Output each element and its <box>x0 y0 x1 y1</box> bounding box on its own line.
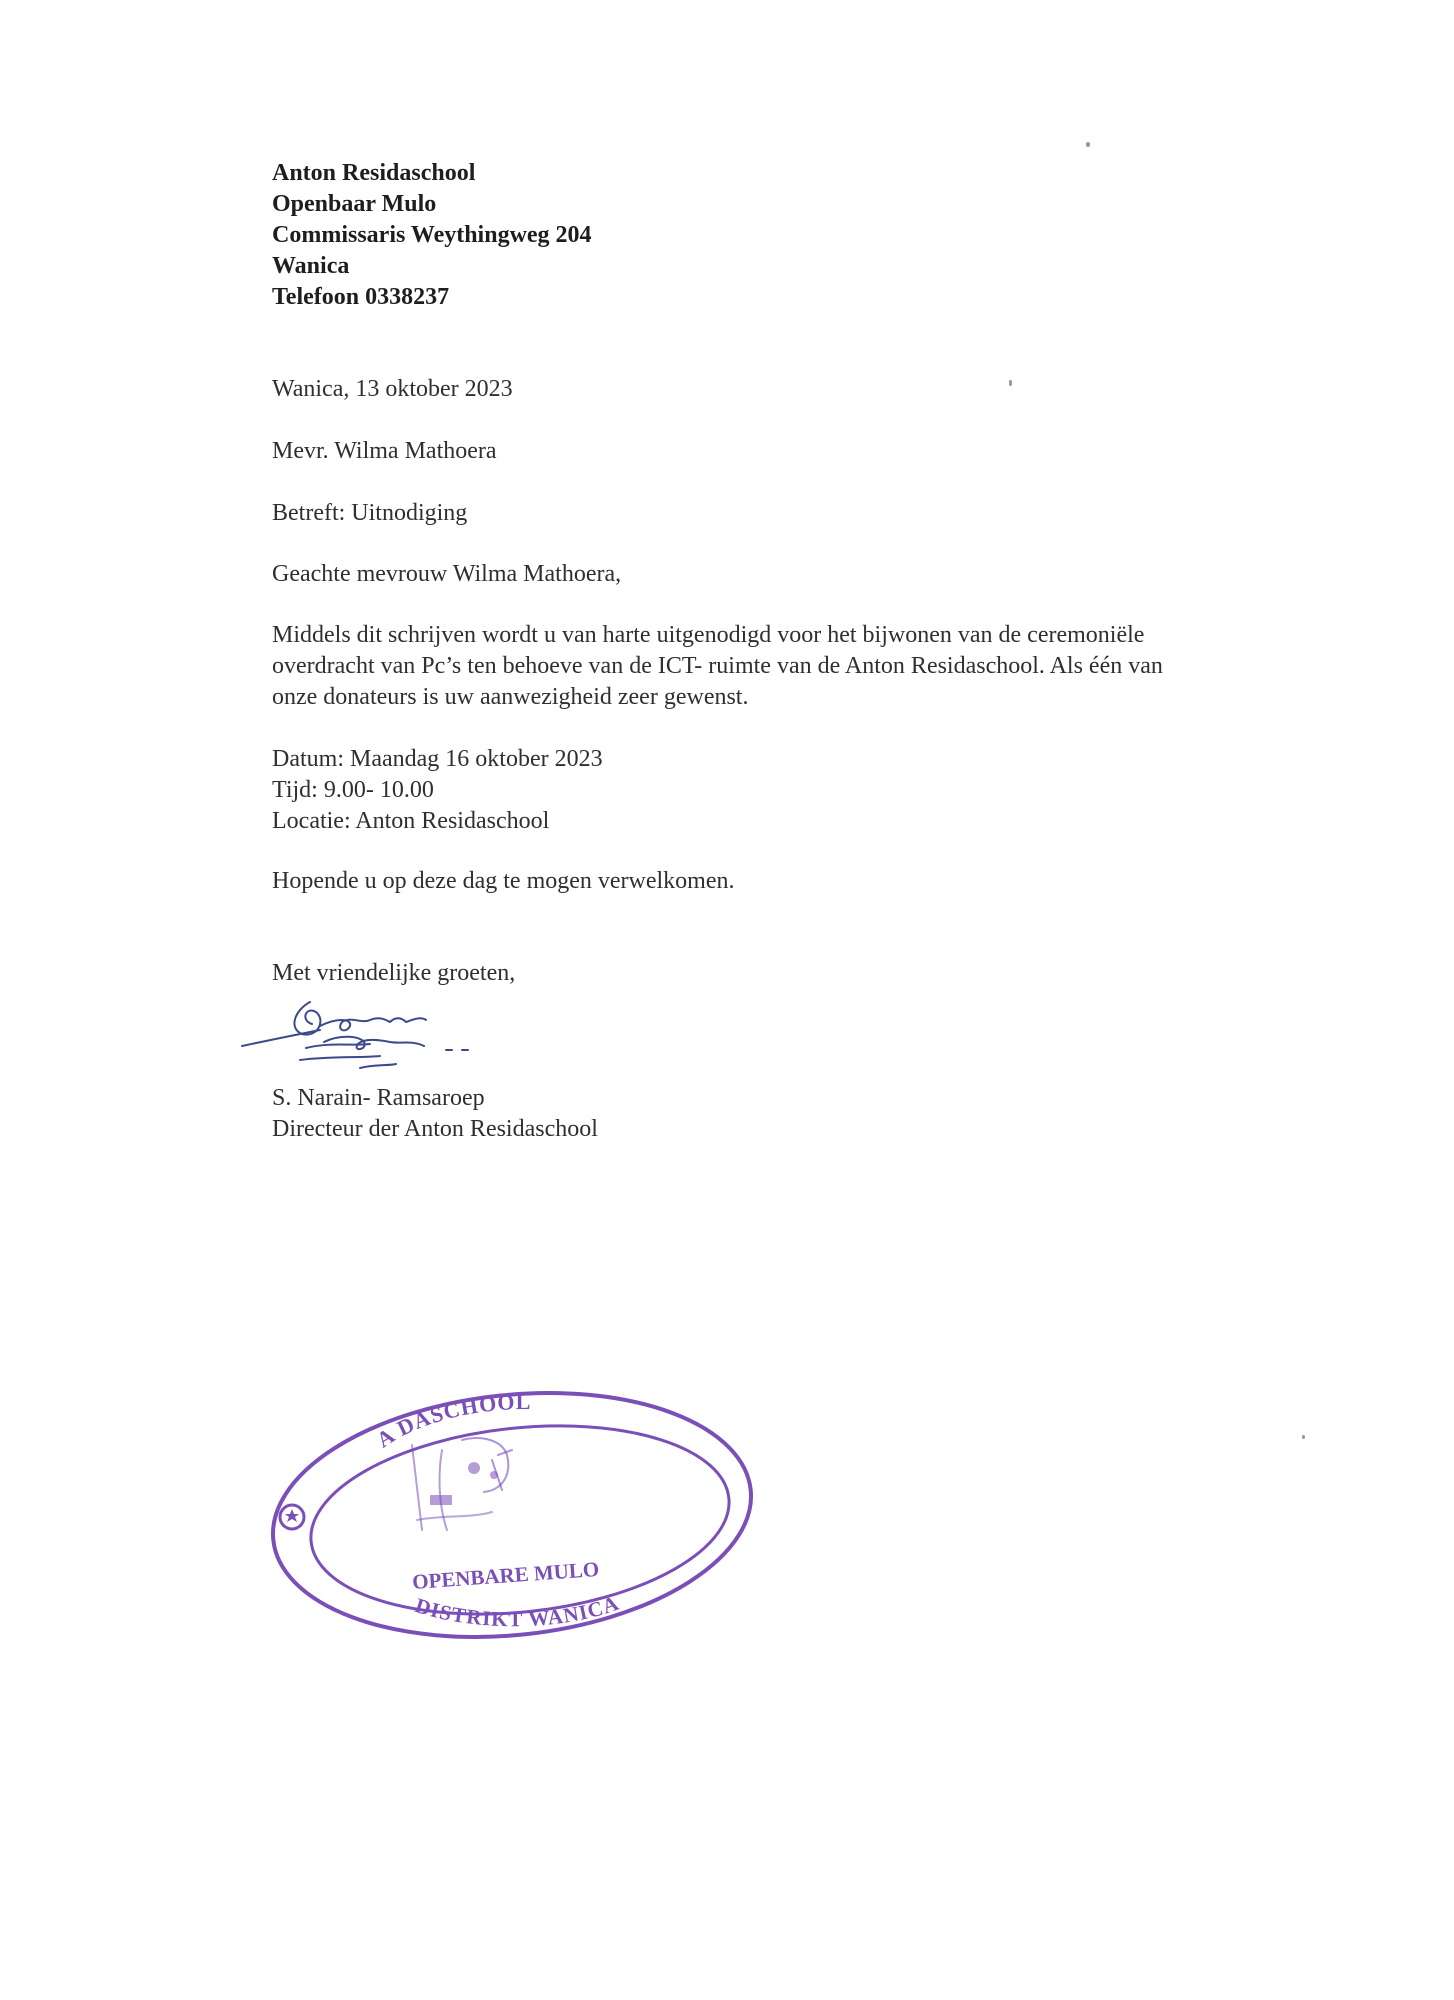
school-street: Commissaris Weythingweg 204 <box>272 222 592 248</box>
place-date: Wanica, 13 oktober 2023 <box>272 376 513 402</box>
signer-block <box>272 1083 598 1145</box>
paragraph-line: overdracht van Pc’s ten behoeve van de ICT- ruimte van de Anton Residaschool. Als één van <box>272 653 1163 679</box>
event-location: Locatie: Anton Residaschool <box>272 808 550 834</box>
scan-speck <box>1302 1435 1305 1439</box>
letterhead <box>272 158 592 313</box>
stamp-bottom-text: DISTRIKT WANICA <box>412 1590 623 1632</box>
signer-name: S. Narain- Ramsaroep <box>272 1085 485 1111</box>
subject-line: Betreft: Uitnodiging <box>272 500 468 526</box>
event-time: Tijd: 9.00- 10.00 <box>272 777 434 803</box>
school-city: Wanica <box>272 253 350 279</box>
scan-speck <box>1009 380 1012 386</box>
stamp-top-text: A DASCHOOL <box>371 1388 532 1453</box>
scan-speck <box>1086 142 1090 147</box>
signer-title: Directeur der Anton Residaschool <box>272 1116 598 1142</box>
star-icon <box>285 1509 299 1522</box>
school-type: Openbaar Mulo <box>272 191 437 217</box>
school-stamp <box>262 1380 762 1650</box>
regards: Met vriendelijke groeten, <box>272 960 516 986</box>
event-details <box>272 744 603 837</box>
paragraph-line: onze donateurs is uw aanwezigheid zeer gewenst. <box>272 684 749 710</box>
school-phone: Telefoon 0338237 <box>272 284 450 310</box>
recipient: Mevr. Wilma Mathoera <box>272 438 497 464</box>
stamp-middle-text: OPENBARE MULO <box>411 1556 600 1594</box>
handwritten-signature <box>240 990 500 1080</box>
invitation-paragraph <box>272 620 1292 713</box>
school-name: Anton Residaschool <box>272 160 476 186</box>
closing-hope: Hopende u op deze dag te mogen verwelkomen. <box>272 868 735 894</box>
event-date: Datum: Maandag 16 oktober 2023 <box>272 746 603 772</box>
salutation: Geachte mevrouw Wilma Mathoera, <box>272 561 622 587</box>
paragraph-line: Middels dit schrijven wordt u van harte uitgenodigd voor het bijwonen van de ceremoniële <box>272 622 1145 648</box>
